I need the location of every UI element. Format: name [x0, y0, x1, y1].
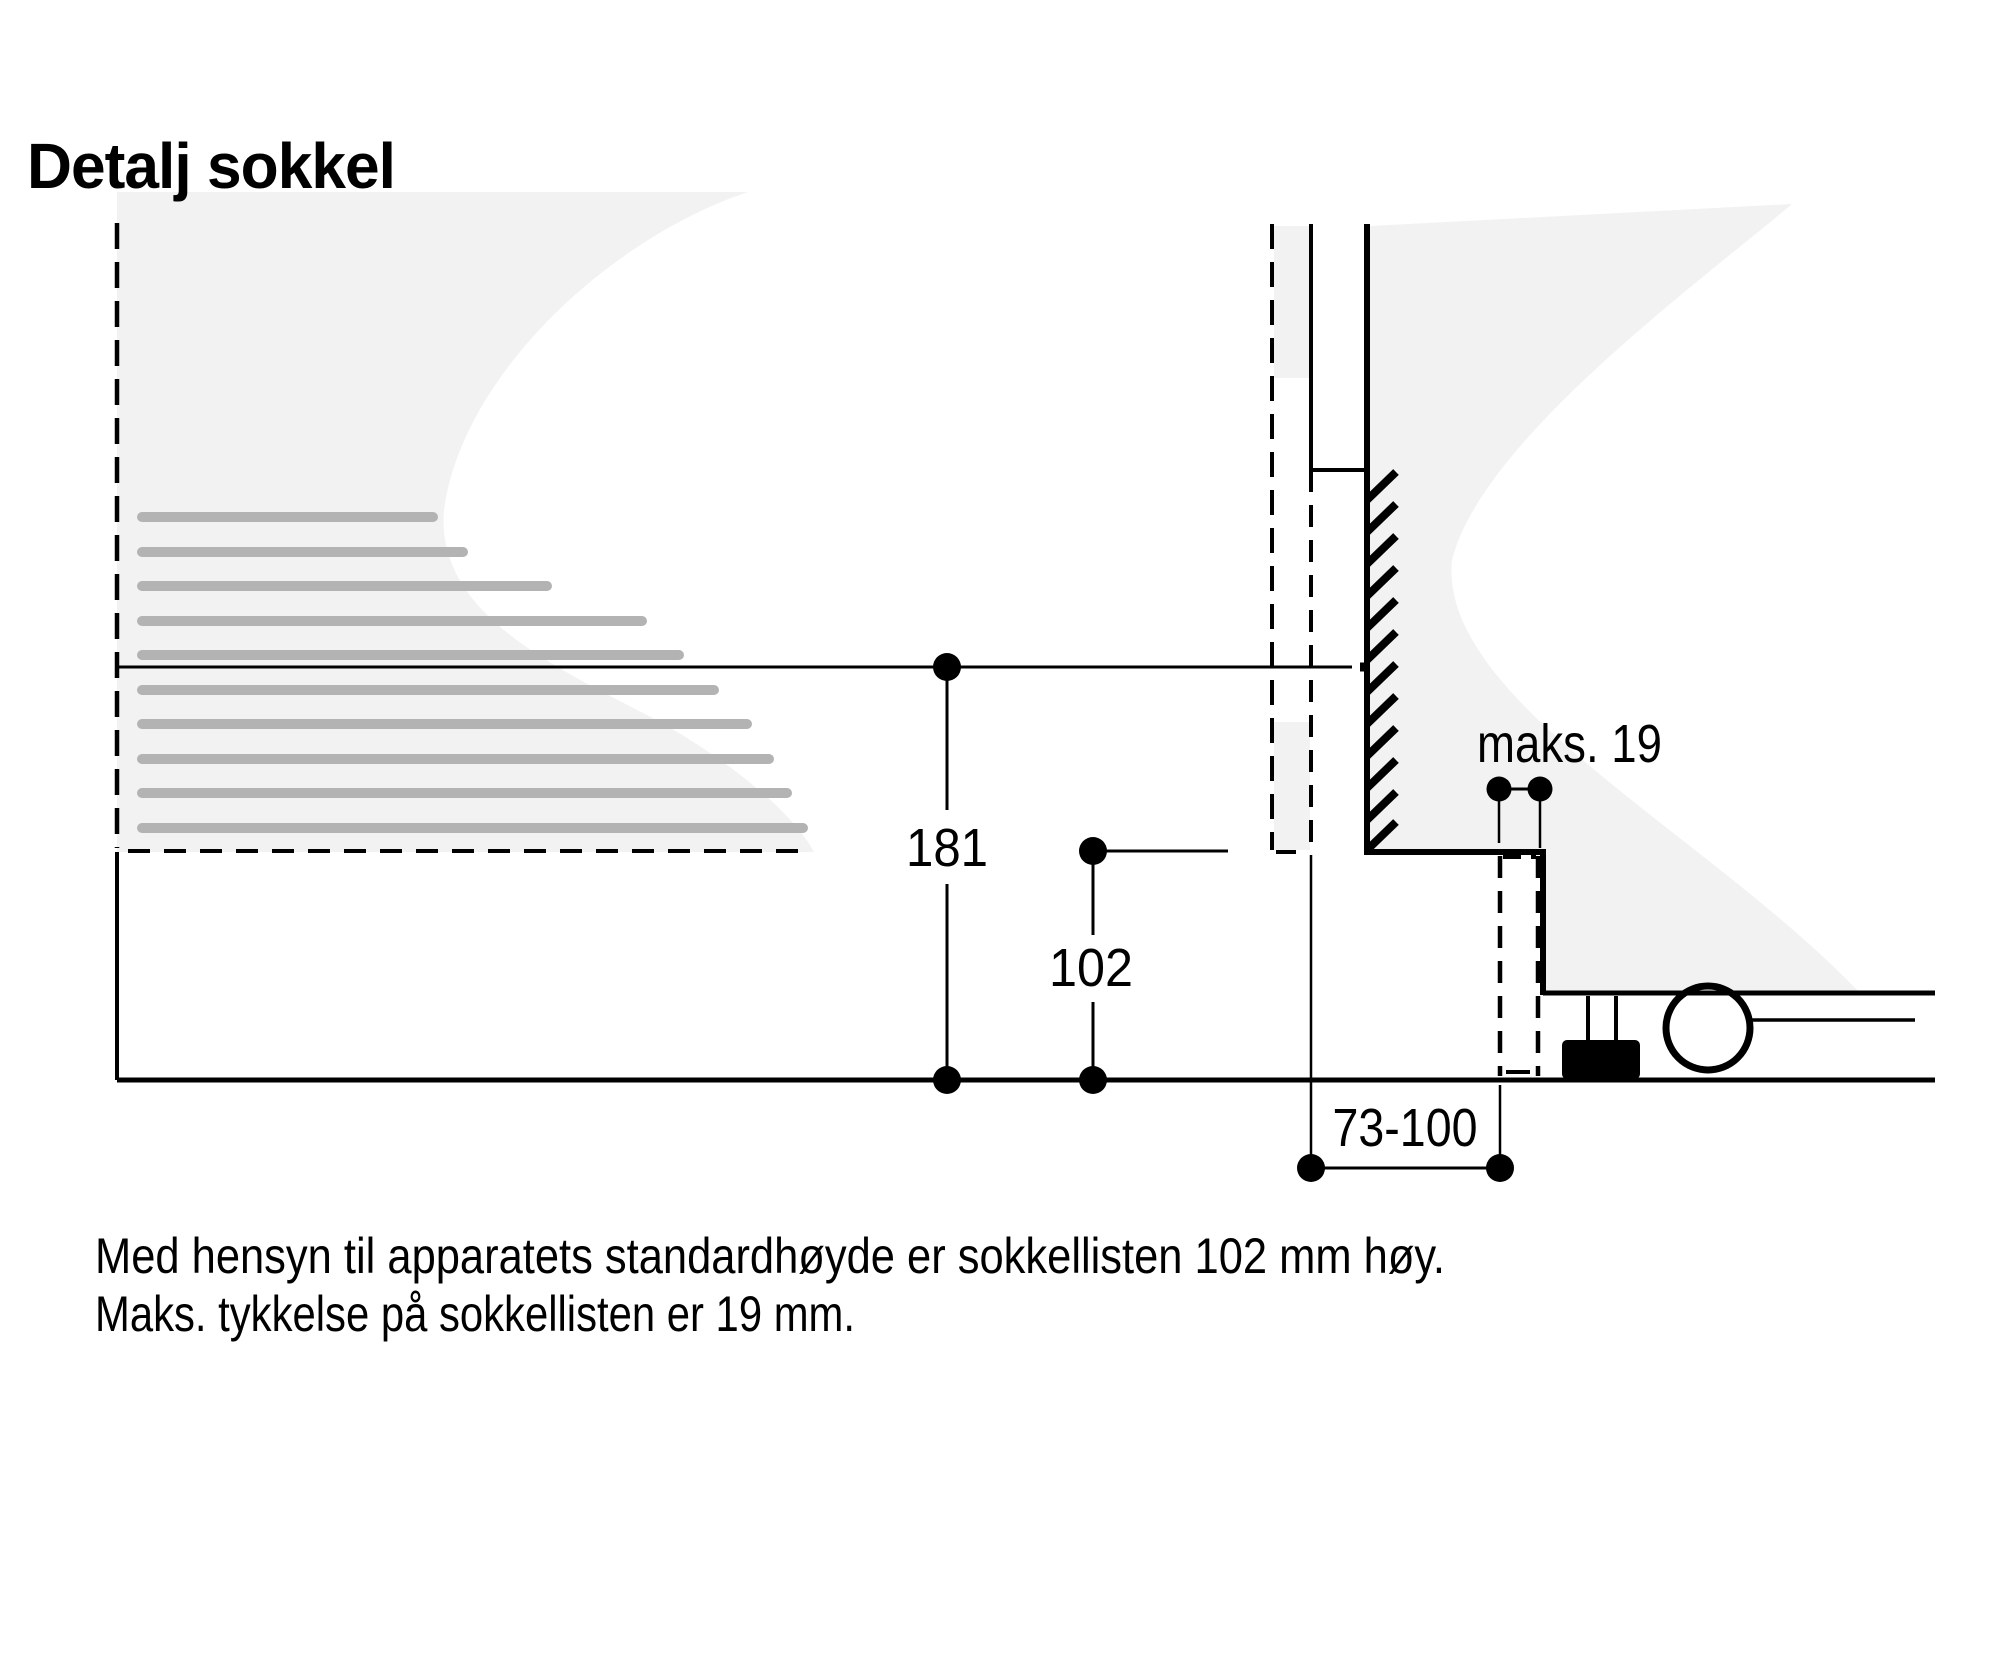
vent-stripe [137, 581, 552, 591]
roller-wheel [1666, 986, 1750, 1070]
dim-73-dot-left [1297, 1154, 1325, 1182]
caption-line-1: Med hensyn til apparatets standardhøyde er sokkellisten 102 mm høy. [95, 1228, 1445, 1284]
dim-19-dot-left [1487, 777, 1512, 802]
dim-102-dot-bottom [1079, 1066, 1107, 1094]
dim-181-dot-top [933, 653, 961, 681]
cabinet-body-shape [1370, 204, 1860, 993]
caption-line-2: Maks. tykkelse på sokkellisten er 19 mm. [95, 1286, 855, 1342]
vent-stripe [137, 788, 792, 798]
dim-73-dot-right [1486, 1154, 1514, 1182]
appliance-front-strip [1272, 224, 1367, 852]
vent-stripe [137, 685, 719, 695]
vent-stripe [137, 547, 468, 557]
appliance-body-left [117, 192, 814, 1080]
vent-stripe [137, 512, 438, 522]
dim-181-dot-bottom [933, 1066, 961, 1094]
strip-fill-bottom [1274, 722, 1310, 850]
dimension-73-100 [1297, 855, 1514, 1182]
adjustable-foot [1562, 1040, 1640, 1079]
dim-102-label: 102 [1049, 938, 1133, 998]
caption [95, 1228, 1445, 1342]
dim-73-100-label: 73-100 [1332, 1098, 1478, 1158]
vent-stripe [137, 823, 808, 833]
page-title: Detalj sokkel [27, 130, 395, 202]
dim-102-dot-top [1079, 837, 1107, 865]
dim-19-label: maks. 19 [1477, 714, 1662, 774]
vent-stripe [137, 616, 647, 626]
vent-stripe [137, 754, 774, 764]
cabinet-right [1364, 204, 1935, 1079]
dim-181-label: 181 [906, 818, 988, 878]
vent-stripe [137, 719, 752, 729]
dim-19-dot-right [1528, 777, 1553, 802]
plinth-board-dashed [1500, 856, 1538, 1076]
strip-fill-top [1274, 226, 1310, 378]
dimension-102 [1049, 837, 1228, 1094]
dimension-181 [906, 653, 988, 1094]
vent-stripe [137, 650, 684, 660]
